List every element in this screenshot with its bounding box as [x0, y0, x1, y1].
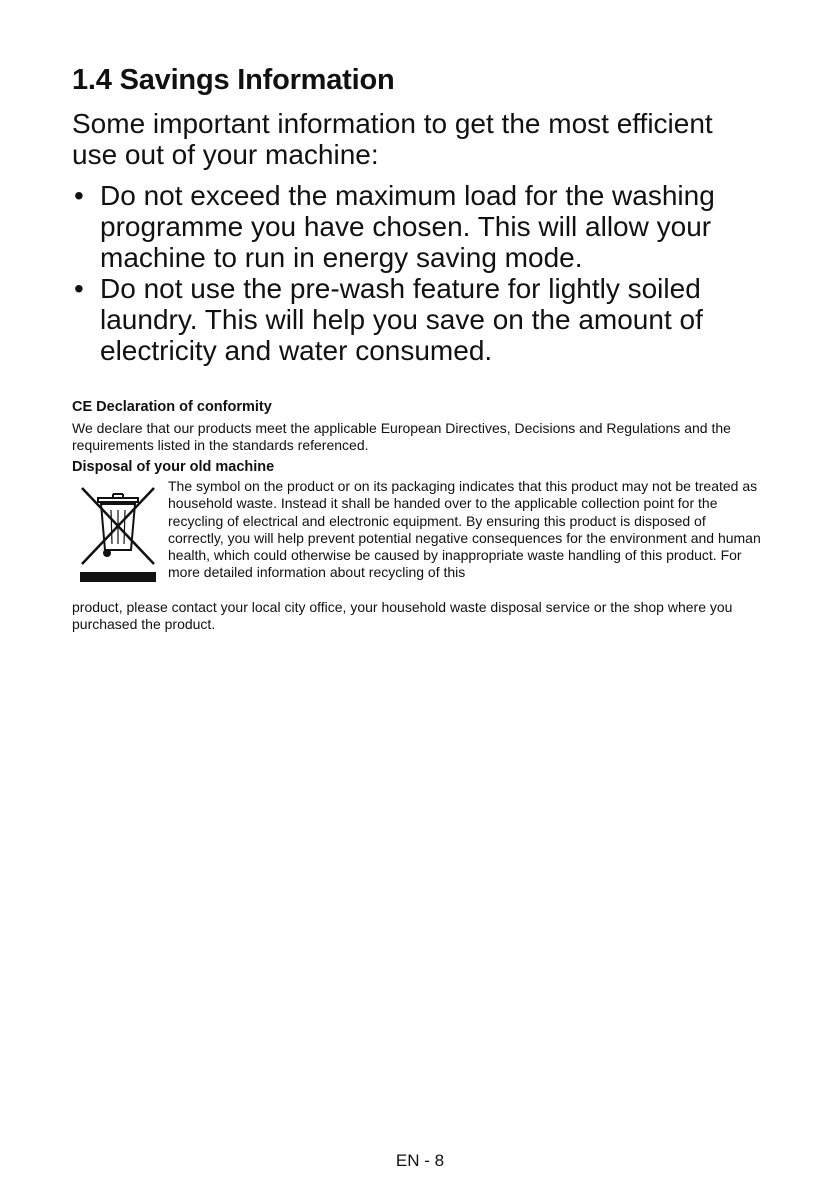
- section-title: 1.4 Savings Information: [72, 64, 395, 96]
- document-page: [72, 60, 762, 634]
- page-number: EN - 8: [395, 1151, 445, 1170]
- intro-text: Some important information to get the most efficient use out of your machine:: [72, 108, 713, 170]
- disposal-section: [72, 478, 762, 634]
- savings-bullet-list: [72, 180, 762, 366]
- bullet-text: Do not exceed the maximum load for the washing programme you have chosen. This will allow your machine to run in energy saving mode.: [100, 180, 715, 273]
- ce-text: We declare that our products meet the applicable European Directives, Decisions and Regulations and the requirements listed in the standards referenced.: [72, 420, 731, 453]
- bullet-marker: •: [74, 273, 84, 304]
- disposal-text-continued: product, please contact your local city office, your household waste disposal service or the shop where you purchased the product.: [72, 599, 733, 633]
- ce-heading: CE Declaration of conformity: [72, 399, 272, 415]
- bullet-item: [72, 273, 762, 366]
- disposal-text: The symbol on the product or on its packaging indicates that this product may not be treated as household waste. Instead it shall be handed over to the applicable collection point for the recycling of electrical and electronic equipment. By ensuring this product is disposed of correctly, you will help prevent potential negative consequences for the environment and human health, which could otherwise be caused by inappropriate waste handling of this product. For more detailed information about recycling of this: [168, 478, 761, 581]
- disposal-heading: Disposal of your old machine: [72, 459, 275, 475]
- crossed-out-wheelie-bin-icon: [76, 484, 160, 584]
- bullet-item: [72, 180, 762, 273]
- bullet-marker: •: [74, 180, 84, 211]
- bullet-text: Do not use the pre-wash feature for lightly soiled laundry. This will help you save on the amount of electricity and water consumed.: [100, 273, 703, 366]
